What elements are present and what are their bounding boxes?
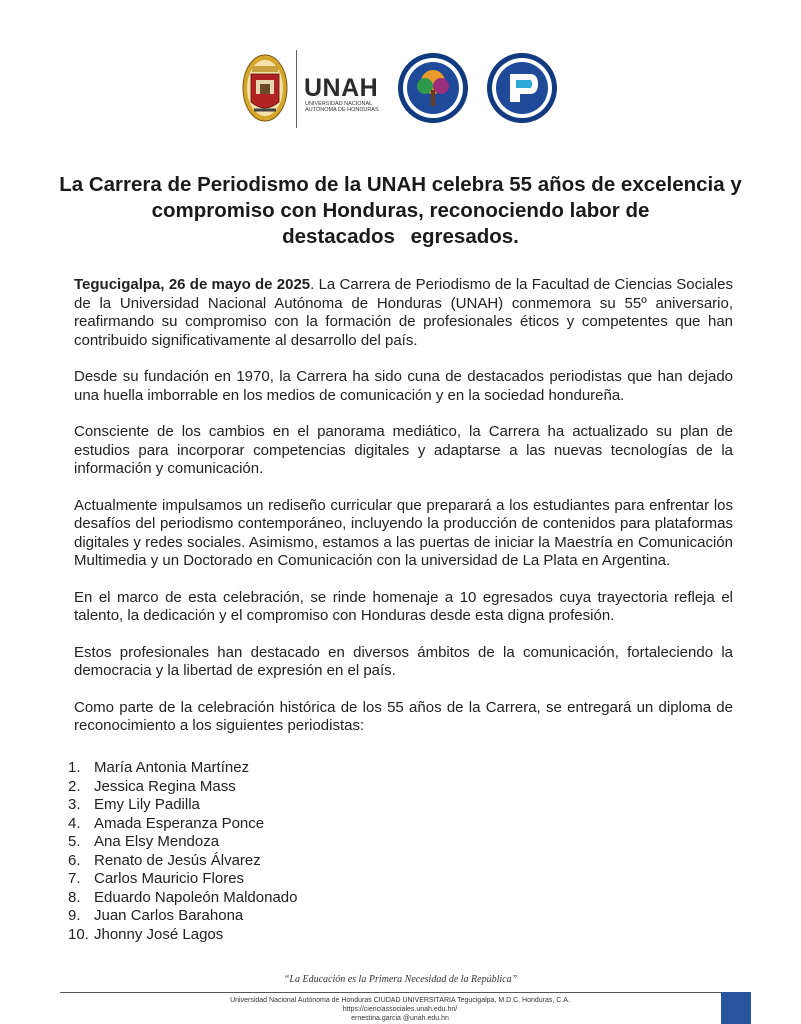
footer-divider <box>60 992 750 993</box>
list-item: 3. Emy Lily Padilla <box>68 796 200 813</box>
footer-line-1: Universidad Nacional Autónoma de Honduras CIUDAD UNIVERSITARIA Tegucigalpa, M.D.C. Honduras, C.A. <box>230 997 570 1004</box>
unah-seal-icon <box>242 54 288 122</box>
list-item: 4. Amada Esperanza Ponce <box>68 814 265 832</box>
list-item: 2. Jessica Regina Mass <box>68 777 236 795</box>
carrera-periodismo-badge-icon <box>486 52 558 124</box>
dateline: Tegucigalpa, 26 de mayo de 2025 <box>74 276 311 293</box>
intro-text: . La Carrera de Periodismo de la Facultad de Ciencias Sociales de la Universidad Nacional Autónoma de Honduras (UNAH) conmemora su 55º aniversario, reafirmando su compromiso con la formación de profesionales éticos y competentes que han contribuido significativamente al desarrollo del país. <box>74 276 733 349</box>
facultad-ciencias-sociales-badge-icon <box>397 52 469 124</box>
paragraph-redesign: Actualmente impulsamos un rediseño curricular que preparará a los estudiantes para enfrentar los desafíos del periodismo contemporáneo, incluyendo la producción de contenidos para plataformas digitales y redes sociales. Asimismo, estamos a las puertas de iniciar la Maestría en Comunicación Multimedia y un Doctorado en Comunicación con la universidad de La Plata en Argentina. <box>74 496 733 569</box>
list-item: 1. María Antonia Martínez <box>68 759 250 776</box>
paragraph-history: Desde su fundación en 1970, la Carrera ha sido cuna de destacados periodistas que han dejado una huella imborrable en los medios de comunicación y en la sociedad hondureña. <box>74 368 733 404</box>
title-line-3: destacados egresados. <box>282 225 519 248</box>
honorees-list <box>68 759 298 944</box>
title-line-2: compromiso con Honduras, reconociendo labor de <box>151 199 650 222</box>
letterhead <box>0 48 801 138</box>
footer-motto: “La Educación es la Primera Necesidad de la República” <box>283 974 518 985</box>
press-release-body <box>74 276 733 754</box>
list-item: 5. Ana Elsy Mendoza <box>68 833 220 850</box>
footer-website-link[interactable]: https://cienciassociales.unah.edu.hn/ <box>342 1006 458 1013</box>
list-item: 6. Renato de Jesús Álvarez <box>68 851 261 869</box>
list-item: 9. Juan Carlos Barahona <box>68 907 244 924</box>
paragraph-diploma: Como parte de la celebración histórica de los 55 años de la Carrera, se entregará un diploma de reconocimiento a los siguientes periodistas: <box>74 698 733 734</box>
unah-wordmark: UNAH <box>304 74 379 102</box>
paragraph-intro <box>74 276 733 350</box>
paragraph-curriculum: Consciente de los cambios en el panorama mediático, la Carrera ha actualizado su plan de estudios para incorporar competencias digitales y adaptarse a las nuevas tecnologías de la información y comunicación. <box>74 423 733 477</box>
unah-subtitle <box>305 101 385 113</box>
list-item: 8. Eduardo Napoleón Maldonado <box>68 888 298 906</box>
header-divider <box>296 50 297 128</box>
unah-subtitle-line2: AUTÓNOMA DE HONDURAS <box>305 107 379 113</box>
footer-email-link[interactable]: ernestina.garcia @unah.edu.hn <box>351 1015 449 1022</box>
unah-subtitle-line1: UNIVERSIDAD NACIONAL <box>305 101 373 107</box>
paragraph-homage: En el marco de esta celebración, se rinde homenaje a 10 egresados cuya trayectoria refleja el talento, la dedicación y el compromiso con Honduras desde esta digna profesión. <box>74 588 733 624</box>
footer-address <box>180 996 620 1023</box>
footer-color-block <box>721 992 751 1024</box>
list-item: 7. Carlos Mauricio Flores <box>68 870 245 887</box>
press-release-title <box>40 172 761 250</box>
list-item: 10. Jhonny José Lagos <box>68 925 224 943</box>
title-line-1: La Carrera de Periodismo de la UNAH celebra 55 años de excelencia y <box>59 173 742 196</box>
paragraph-professionals: Estos profesionales han destacado en diversos ámbitos de la comunicación, fortaleciendo la democracia y la libertad de expresión en el país. <box>74 643 733 679</box>
